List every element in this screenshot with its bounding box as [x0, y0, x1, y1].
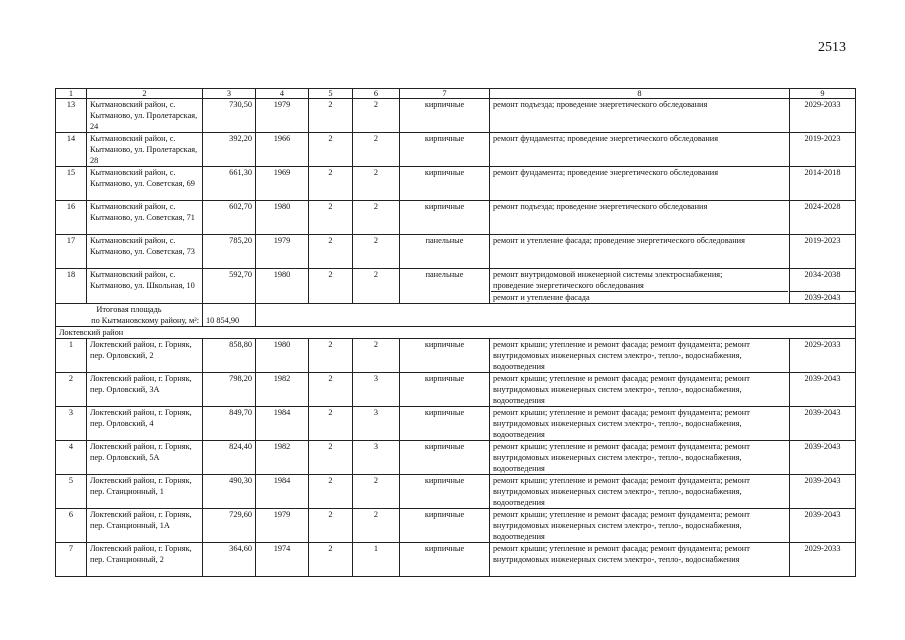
total-value: 10 854,90: [206, 316, 240, 325]
housing-registry-table: [55, 88, 856, 577]
works-line: внутридомовых инженерных систем электро-, тепло-, водоснабжения,: [493, 487, 742, 496]
row-number: 14: [56, 133, 87, 167]
page-number: 2513: [818, 40, 846, 55]
works-line: ремонт и утепление фасада; проведение энергетического обследования: [493, 236, 745, 245]
table-row: [56, 441, 856, 475]
period-cell: 2019-2023: [790, 235, 856, 269]
address-cell: Кытмановский район, с. Кытманово, ул. Советская, 73: [87, 235, 203, 269]
row-number: 5: [56, 475, 87, 509]
entrances-cell: 2: [353, 99, 400, 133]
row-number: 4: [56, 441, 87, 475]
total-row: [56, 304, 856, 327]
period-cell: 2039-2043: [790, 441, 856, 475]
material-cell: панельные: [400, 235, 490, 269]
table-row: [56, 99, 856, 133]
column-number: 8: [490, 89, 790, 99]
material-cell: кирпичные: [400, 407, 490, 441]
year-cell: 1979: [256, 99, 309, 133]
works-line: ремонт крыши; утепление и ремонт фасада; ремонт фундамента; ремонт: [493, 340, 750, 349]
floors-cell: 2: [309, 543, 353, 577]
total-label-line: по Кытмановскому району, м²:: [91, 316, 199, 325]
works-cell: [490, 167, 790, 201]
address-cell: Кытмановский район, с. Кытманово, ул. Школьная, 10: [87, 269, 203, 304]
material-cell: кирпичные: [400, 339, 490, 373]
table-row: [56, 269, 856, 304]
works-cell: [490, 201, 790, 235]
area-cell: 785,20: [203, 235, 256, 269]
year-cell: 1982: [256, 373, 309, 407]
works-cell: [490, 543, 790, 577]
period-cell: 2029-2033: [790, 339, 856, 373]
works-line: проведение энергетического обследования: [493, 281, 644, 290]
period-cell: 2039-2043: [790, 475, 856, 509]
floors-cell: 2: [309, 373, 353, 407]
year-cell: 1980: [256, 201, 309, 235]
table-row: [56, 373, 856, 407]
year-cell: 1969: [256, 167, 309, 201]
address-cell: Локтевский район, г. Горняк, пер. Орловский, 3А: [87, 373, 203, 407]
row-number: 7: [56, 543, 87, 577]
row-number: 16: [56, 201, 87, 235]
floors-cell: 2: [309, 269, 353, 304]
entrances-cell: 2: [353, 201, 400, 235]
period-cell: 2039-2043: [790, 407, 856, 441]
address-cell: Кытмановский район, с. Кытманово, ул. Пролетарская, 24: [87, 99, 203, 133]
works-line: внутридомовых инженерных систем электро-, тепло-, водоснабжения,: [493, 521, 742, 530]
works-cell: [490, 407, 790, 441]
year-cell: 1966: [256, 133, 309, 167]
area-cell: 490,30: [203, 475, 256, 509]
address-cell: Локтевский район, г. Горняк, пер. Станционный, 1: [87, 475, 203, 509]
area-cell: 661,30: [203, 167, 256, 201]
year-cell: 1979: [256, 235, 309, 269]
works-line: водоотведения: [493, 362, 545, 371]
table-row: [56, 407, 856, 441]
table-row: [56, 167, 856, 201]
works-cell: [490, 373, 790, 407]
material-cell: кирпичные: [400, 133, 490, 167]
floors-cell: 2: [309, 407, 353, 441]
entrances-cell: 3: [353, 373, 400, 407]
entrances-cell: 2: [353, 133, 400, 167]
works-line: ремонт подъезда; проведение энергетического обследования: [493, 100, 708, 109]
period-cell: 2019-2023: [790, 133, 856, 167]
period-value: 2034-2038: [804, 270, 841, 279]
period-cell: 2029-2033: [790, 99, 856, 133]
period-cell: 2029-2033: [790, 543, 856, 577]
material-cell: панельные: [400, 269, 490, 304]
floors-cell: 2: [309, 201, 353, 235]
entrances-cell: 2: [353, 167, 400, 201]
column-number: 7: [400, 89, 490, 99]
works-cell: [490, 133, 790, 167]
works-line: ремонт внутридомовой инженерной системы электроснабжения;: [493, 270, 723, 279]
works-line: ремонт крыши; утепление и ремонт фасада; ремонт фундамента; ремонт: [493, 476, 750, 485]
floors-cell: 2: [309, 509, 353, 543]
table-row: [56, 201, 856, 235]
column-number: 2: [87, 89, 203, 99]
entrances-cell: 2: [353, 269, 400, 304]
year-cell: 1982: [256, 441, 309, 475]
works-line: водоотведения: [493, 430, 545, 439]
address-cell: Локтевский район, г. Горняк, пер. Орловский, 2: [87, 339, 203, 373]
works-line: ремонт фундамента; проведение энергетического обследования: [493, 168, 719, 177]
material-cell: кирпичные: [400, 543, 490, 577]
entrances-cell: 2: [353, 475, 400, 509]
entrances-cell: 3: [353, 407, 400, 441]
address-cell: Локтевский район, г. Горняк, пер. Орловский, 5А: [87, 441, 203, 475]
total-filler-cell: [256, 304, 856, 327]
floors-cell: 2: [309, 339, 353, 373]
works-line: водоотведения: [493, 396, 545, 405]
area-cell: 602,70: [203, 201, 256, 235]
table-row: [56, 133, 856, 167]
column-number-row: [56, 89, 856, 99]
works-line: внутридомовых инженерных систем электро-, тепло-, водоснабжения,: [493, 385, 742, 394]
row-number: 15: [56, 167, 87, 201]
works-line: ремонт крыши; утепление и ремонт фасада; ремонт фундамента; ремонт: [493, 408, 750, 417]
total-label-line: Итоговая площадь: [96, 305, 162, 314]
works-line: внутридомовых инженерных систем электро-, тепло-, водоснабжения,: [493, 351, 742, 360]
table-row: [56, 235, 856, 269]
works-cell: [490, 509, 790, 543]
address-cell: Локтевский район, г. Горняк, пер. Орловский, 4: [87, 407, 203, 441]
works-line: ремонт фундамента; проведение энергетического обследования: [493, 134, 719, 143]
table-row: [56, 509, 856, 543]
period-cell: 2024-2028: [790, 201, 856, 235]
entrances-cell: 2: [353, 339, 400, 373]
row-number: 1: [56, 339, 87, 373]
total-label-cell: [56, 304, 203, 327]
area-cell: 392,20: [203, 133, 256, 167]
column-number: 9: [790, 89, 856, 99]
year-cell: 1979: [256, 509, 309, 543]
year-cell: 1984: [256, 407, 309, 441]
works-line: ремонт крыши; утепление и ремонт фасада; ремонт фундамента; ремонт: [493, 442, 750, 451]
works-line: водоотведения: [493, 498, 545, 507]
floors-cell: 2: [309, 235, 353, 269]
works-line: внутридомовых инженерных систем электро-, тепло-, водоснабжения,: [493, 419, 742, 428]
address-cell: Локтевский район, г. Горняк, пер. Станционный, 1А: [87, 509, 203, 543]
works-line: водоотведения: [493, 464, 545, 473]
works-cell: [490, 269, 790, 304]
works-cell: [490, 339, 790, 373]
floors-cell: 2: [309, 167, 353, 201]
column-number: 6: [353, 89, 400, 99]
row-number: 2: [56, 373, 87, 407]
material-cell: кирпичные: [400, 509, 490, 543]
area-cell: 824,40: [203, 441, 256, 475]
area-cell: 729,60: [203, 509, 256, 543]
works-line: водоотведения: [493, 532, 545, 541]
works-line: ремонт подъезда; проведение энергетического обследования: [493, 202, 708, 211]
floors-cell: 2: [309, 99, 353, 133]
address-cell: Кытмановский район, с. Кытманово, ул. Советская, 71: [87, 201, 203, 235]
address-cell: Кытмановский район, с. Кытманово, ул. Советская, 69: [87, 167, 203, 201]
period-cell: 2039-2043: [790, 509, 856, 543]
works-line: ремонт крыши; утепление и ремонт фасада; ремонт фундамента; ремонт: [493, 374, 750, 383]
row-number: 17: [56, 235, 87, 269]
period-cell: 2014-2018: [790, 167, 856, 201]
district-heading: Локтевский район: [56, 327, 856, 339]
area-cell: 798,20: [203, 373, 256, 407]
table-row: [56, 339, 856, 373]
district-row: [56, 327, 856, 339]
area-cell: 858,80: [203, 339, 256, 373]
period-cell: 2039-2043: [790, 373, 856, 407]
material-cell: кирпичные: [400, 167, 490, 201]
row-number: 6: [56, 509, 87, 543]
works-line: внутридомовых инженерных систем электро-, тепло-, водоснабжения,: [493, 453, 742, 462]
row-number: 18: [56, 269, 87, 304]
year-cell: 1980: [256, 269, 309, 304]
period-value: 2039-2043: [790, 291, 855, 303]
column-number: 1: [56, 89, 87, 99]
year-cell: 1984: [256, 475, 309, 509]
works-line: внутридомовых инженерных систем электро-, тепло-, водоснабжения: [493, 555, 740, 564]
works-cell: [490, 235, 790, 269]
column-number: 4: [256, 89, 309, 99]
entrances-cell: 3: [353, 441, 400, 475]
works-line: ремонт и утепление фасада: [491, 291, 788, 303]
column-number: 3: [203, 89, 256, 99]
area-cell: 849,70: [203, 407, 256, 441]
total-value-cell: [203, 304, 256, 327]
works-line: ремонт крыши; утепление и ремонт фасада; ремонт фундамента; ремонт: [493, 544, 750, 553]
area-cell: 364,60: [203, 543, 256, 577]
works-cell: [490, 475, 790, 509]
area-cell: 592,70: [203, 269, 256, 304]
entrances-cell: 2: [353, 509, 400, 543]
period-cell: [790, 269, 856, 304]
material-cell: кирпичные: [400, 373, 490, 407]
works-line: ремонт крыши; утепление и ремонт фасада; ремонт фундамента; ремонт: [493, 510, 750, 519]
material-cell: кирпичные: [400, 441, 490, 475]
floors-cell: 2: [309, 475, 353, 509]
row-number: 3: [56, 407, 87, 441]
material-cell: кирпичные: [400, 201, 490, 235]
works-cell: [490, 441, 790, 475]
material-cell: кирпичные: [400, 99, 490, 133]
table-row: [56, 543, 856, 577]
address-cell: Локтевский район, г. Горняк, пер. Станционный, 2: [87, 543, 203, 577]
year-cell: 1980: [256, 339, 309, 373]
entrances-cell: 2: [353, 235, 400, 269]
table-row: [56, 475, 856, 509]
area-cell: 730,50: [203, 99, 256, 133]
material-cell: кирпичные: [400, 475, 490, 509]
year-cell: 1974: [256, 543, 309, 577]
floors-cell: 2: [309, 441, 353, 475]
works-cell: [490, 99, 790, 133]
entrances-cell: 1: [353, 543, 400, 577]
column-number: 5: [309, 89, 353, 99]
address-cell: Кытмановский район, с. Кытманово, ул. Пролетарская, 28: [87, 133, 203, 167]
floors-cell: 2: [309, 133, 353, 167]
row-number: 13: [56, 99, 87, 133]
